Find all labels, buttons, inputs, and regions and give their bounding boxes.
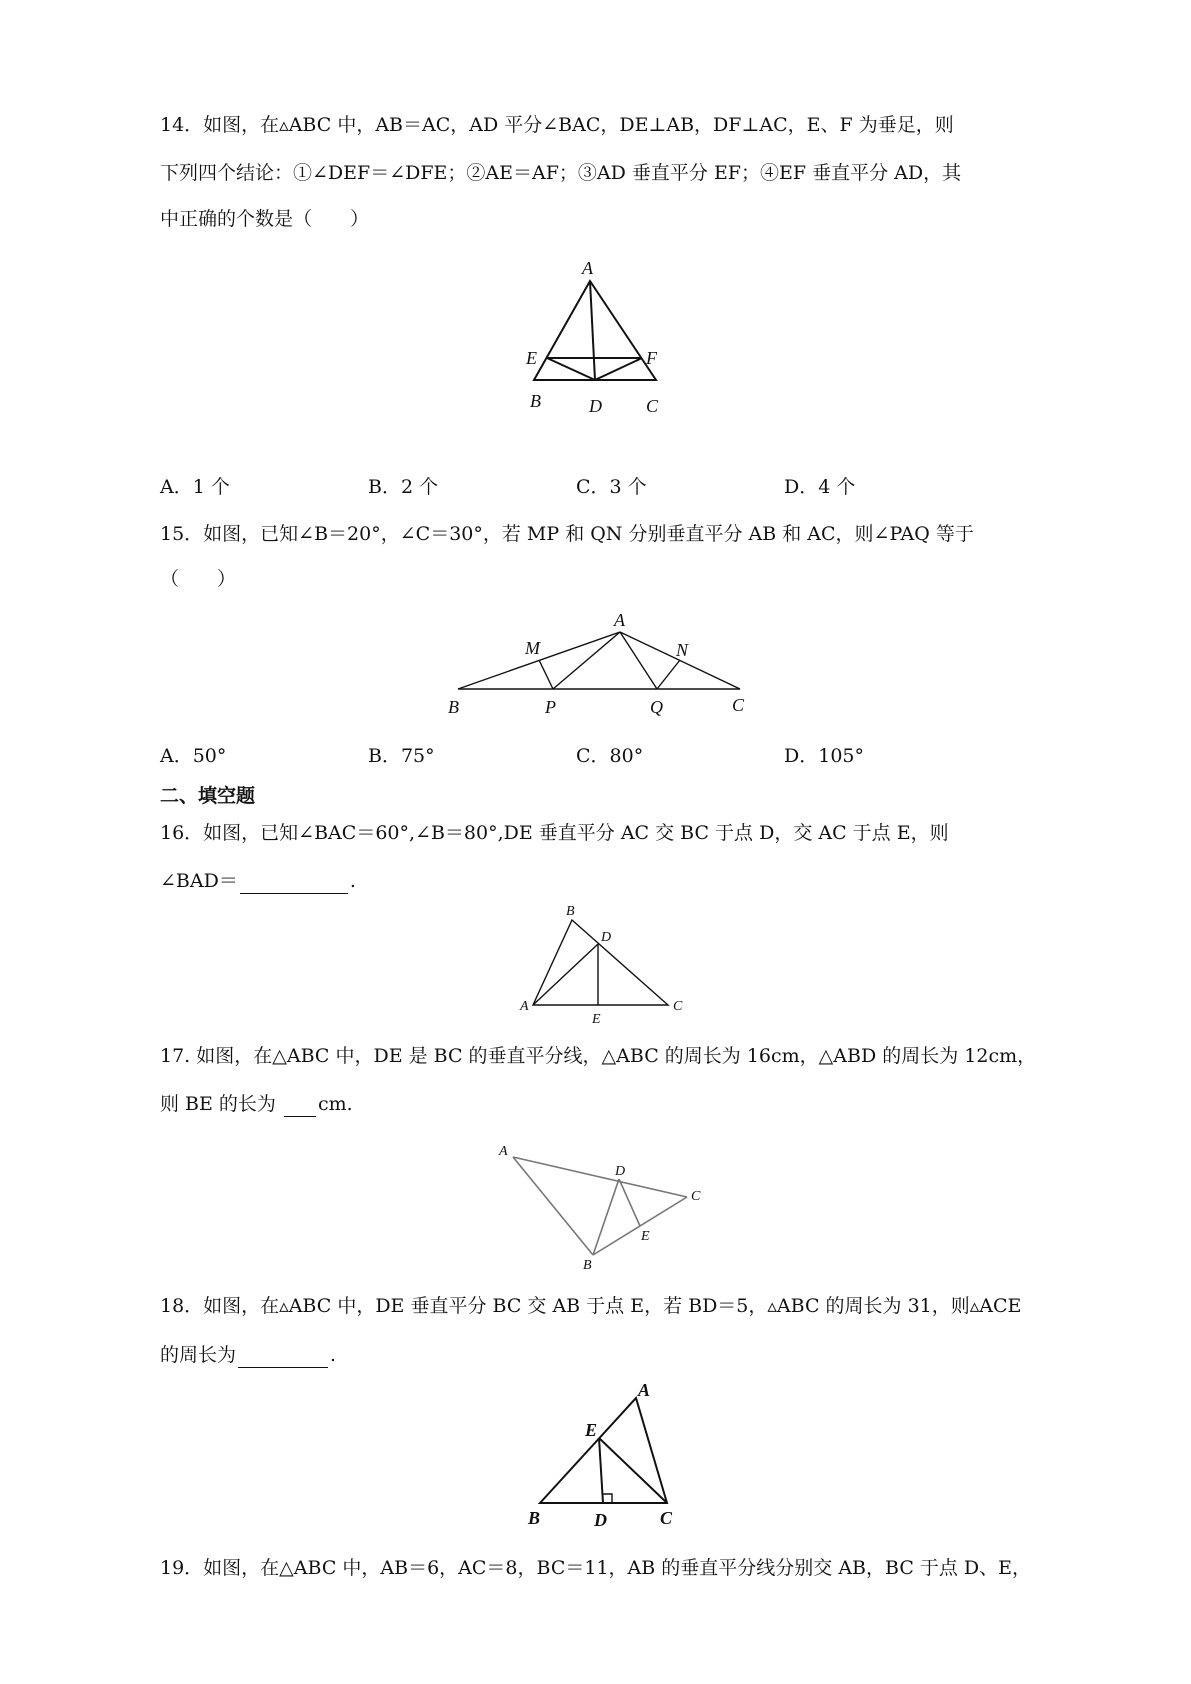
q14-label-c: C <box>646 396 659 416</box>
q18-label-e: E <box>585 1420 598 1440</box>
q14-option-b[interactable]: B．2 个 <box>368 476 439 498</box>
q16-figure <box>510 902 690 1027</box>
q18-label-d: D <box>594 1510 607 1530</box>
q18-line2-prefix: 的周长为 <box>160 1344 237 1366</box>
q18-label-b: B <box>528 1508 541 1528</box>
q18-label-a: A <box>638 1380 651 1400</box>
q17-label-a: A <box>499 1144 508 1159</box>
q14-figure <box>520 258 680 442</box>
q17-figure <box>495 1135 715 1273</box>
q15-label-p: P <box>545 697 556 717</box>
q14-label-a: A <box>582 258 593 278</box>
q18-text-line-1: 18．如图，在▵ABC 中，DE 垂直平分 BC 交 AB 于点 E，若 BD＝5，▵ABC 的周长为 31，则▵ACE <box>160 1295 1022 1317</box>
q15-option-d[interactable]: D．105° <box>784 745 864 767</box>
q14-label-b: B <box>530 391 541 411</box>
q18-label-c: C <box>660 1508 673 1528</box>
q19-text-line-1: 19．如图，在△ABC 中，AB＝6，AC＝8，BC＝11，AB 的垂直平分线分别交 AB，BC 于点 D、E， <box>160 1557 1032 1579</box>
q14-text-line-2: 下列四个结论：①∠DEF＝∠DFE；②AE＝AF；③AD 垂直平分 EF；④EF 垂直平分 AD，其 <box>160 162 962 184</box>
q18-figure <box>520 1378 690 1528</box>
q17-text-line-2 <box>160 1091 353 1117</box>
q14-option-a[interactable]: A．1 个 <box>160 476 230 498</box>
q18-text-line-2 <box>160 1342 336 1368</box>
q15-label-n: N <box>676 640 689 660</box>
q17-answer-blank[interactable] <box>284 1096 316 1117</box>
q14-label-f: F <box>646 348 657 368</box>
q16-label-b: B <box>566 904 575 919</box>
q15-text-line-2: （ ） <box>160 568 237 590</box>
q16-text-line-1: 16．如图，已知∠BAC＝60°,∠B＝80°,DE 垂直平分 AC 交 BC 于点 D，交 AC 于点 E，则 <box>160 822 949 844</box>
q17-label-c: C <box>691 1189 701 1204</box>
q16-label-d: D <box>601 930 612 945</box>
q17-line2-prefix: 则 BE 的长为 <box>160 1093 282 1115</box>
q15-option-b[interactable]: B．75° <box>368 745 435 767</box>
q15-label-q: Q <box>650 697 663 717</box>
q17-text-line-1: 17. 如图，在△ABC 中，DE 是 BC 的垂直平分线，△ABC 的周长为 16cm，△ABD 的周长为 12cm， <box>160 1045 1037 1067</box>
q18-answer-blank[interactable] <box>238 1347 328 1368</box>
q14-text-line-1: 14．如图，在▵ABC 中，AB＝AC，AD 平分∠BAC，DE⊥AB，DF⊥AC，E、F 为垂足，则 <box>160 114 954 136</box>
q14-option-d[interactable]: D．4 个 <box>784 476 856 498</box>
q15-figure <box>440 610 760 720</box>
q15-label-a: A <box>614 610 625 630</box>
q17-label-d: D <box>615 1164 626 1179</box>
q16-text-line-2 <box>160 868 356 894</box>
q18-line2-suffix: . <box>330 1344 337 1366</box>
q14-text-line-3: 中正确的个数是（ ） <box>160 208 370 230</box>
section-heading-fill-in: 二、填空题 <box>160 785 256 807</box>
q14-label-e: E <box>526 348 537 368</box>
q17-line2-suffix: cm. <box>317 1093 353 1115</box>
q15-option-a[interactable]: A．50° <box>160 745 227 767</box>
q15-label-b: B <box>448 697 459 717</box>
q14-label-d: D <box>589 396 602 416</box>
q15-text-line-1: 15．如图，已知∠B＝20°，∠C＝30°，若 MP 和 QN 分别垂直平分 AB 和 AC，则∠PAQ 等于 <box>160 523 974 545</box>
q16-line2-prefix: ∠BAD＝ <box>160 870 238 892</box>
q16-line2-suffix: . <box>349 870 356 892</box>
q16-label-a: A <box>520 999 529 1014</box>
q15-label-m: M <box>525 638 540 658</box>
q16-answer-blank[interactable] <box>240 873 348 894</box>
q14-option-c[interactable]: C．3 个 <box>576 476 647 498</box>
q17-label-e: E <box>641 1229 650 1244</box>
q16-label-c: C <box>673 999 683 1014</box>
q16-label-e: E <box>592 1012 601 1027</box>
q17-label-b: B <box>583 1258 592 1273</box>
q15-option-c[interactable]: C．80° <box>576 745 644 767</box>
q15-label-c: C <box>732 695 745 715</box>
